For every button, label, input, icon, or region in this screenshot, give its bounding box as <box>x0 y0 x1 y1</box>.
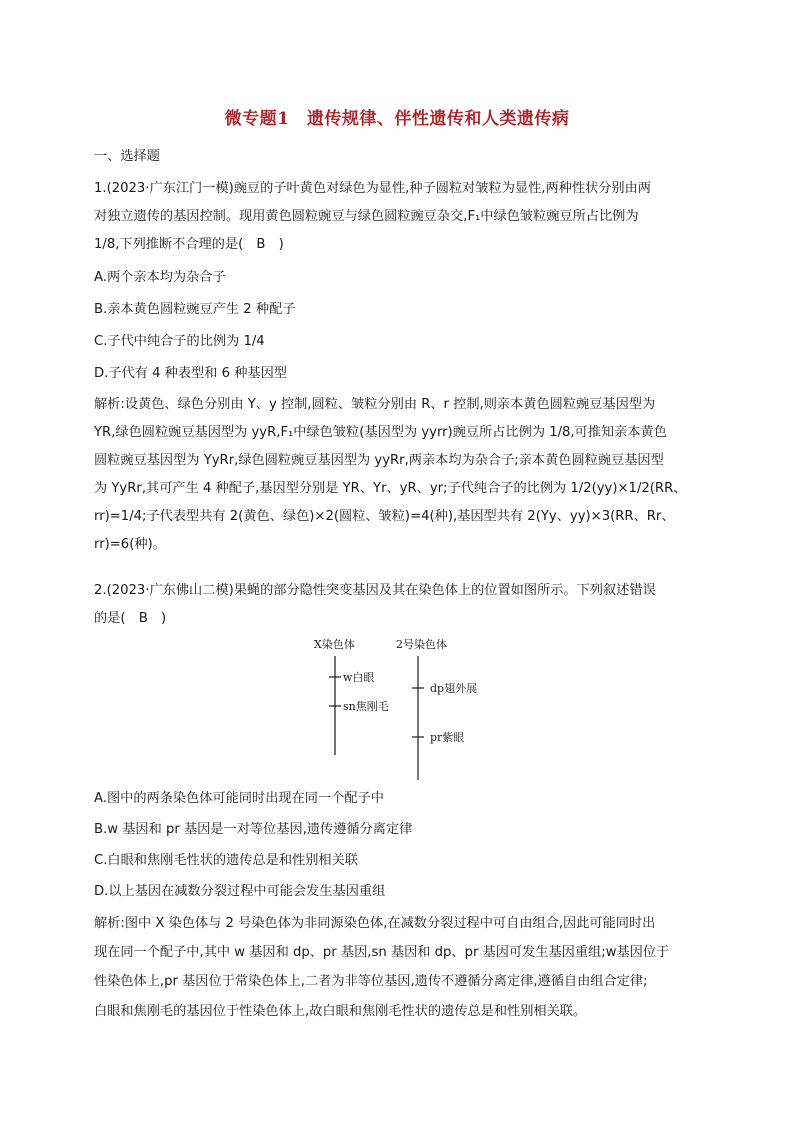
gene-label-pr: pr紫眼 <box>430 731 465 744</box>
q1-option-d: D.子代有 4 种表型和 6 种基因型 <box>94 366 287 381</box>
q2-analysis-line: 性染色体上,pr 基因位于常染色体上,二者为非等位基因,遗传不遵循分离定律,遵循自由组合定律; <box>94 974 648 989</box>
q1-analysis-line: rr)=1/4;子代表型共有 2(黄色、绿色)×2(圆粒、皱粒)=4(种),基因型共有 2(Yy、yy)×3(RR、Rr、 <box>94 509 675 524</box>
q2-analysis-line: 白眼和焦刚毛的基因位于性染色体上,故白眼和焦刚毛性状的遗传总是和性别相关联。 <box>94 1004 587 1019</box>
q1-option-b: B.亲本黄色圆粒豌豆产生 2 种配子 <box>94 302 296 317</box>
q1-stem-line: 1.(2023·广东江门一模)豌豆的子叶黄色对绿色为显性,种子圆粒对皱粒为显性,两种性状分别由两 <box>94 181 651 196</box>
gene-label-dp: dp翅外展 <box>430 682 478 695</box>
q1-stem-line: 1/8,下列推断不合理的是( B ) <box>94 237 284 252</box>
q2-option-b: B.w 基因和 pr 基因是一对等位基因,遗传遵循分离定律 <box>94 822 413 837</box>
q2-option-c: C.白眼和焦刚毛性状的遗传总是和性别相关联 <box>94 853 358 868</box>
q1-analysis-line: 为 YyRr,其可产生 4 种配子,基因型分别是 YR、Yr、yR、yr;子代纯合子的比例为 1/2(yy)×1/2(RR、 <box>94 481 687 496</box>
q1-analysis-line: 解析:设黄色、绿色分别由 Y、y 控制,圆粒、皱粒分别由 R、r 控制,则亲本黄色圆粒豌豆基因型为 <box>94 397 656 412</box>
x-chromosome-label: X染色体 <box>314 638 355 651</box>
q2-analysis-line: 解析:图中 X 染色体与 2 号染色体为非同源染色体,在减数分裂过程中可自由组合,因此可能同时出 <box>94 916 656 931</box>
q1-option-c: C.子代中纯合子的比例为 1/4 <box>94 334 265 349</box>
gene-label-w: w白眼 <box>343 671 375 684</box>
q1-option-a: A.两个亲本均为杂合子 <box>94 270 226 285</box>
gene-label-sn: sn焦刚毛 <box>343 700 389 713</box>
q1-analysis-line: rr)=6(种)。 <box>94 537 166 552</box>
q2-stem-line: 的是( B ) <box>94 611 167 626</box>
q2-analysis-line: 现在同一个配子中,其中 w 基因和 dp、pr 基因,sn 基因和 dp、pr 基因可发生基因重组;w基因位于 <box>94 945 670 960</box>
section-heading: 一、选择题 <box>94 149 160 164</box>
chromosome-diagram <box>306 632 486 782</box>
page-title: 微专题1 遗传规律、伴性遗传和人类遗传病 <box>224 109 570 129</box>
q1-analysis-line: YR,绿色圆粒豌豆基因型为 yyR,F₁中绿色皱粒(基因型为 yyrr)豌豆所占比例为 1/8,可推知亲本黄色 <box>94 425 667 440</box>
q2-option-a: A.图中的两条染色体可能同时出现在同一个配子中 <box>94 791 384 806</box>
q2-stem-line: 2.(2023·广东佛山二模)果蝇的部分隐性突变基因及其在染色体上的位置如图所示。下列叙述错误 <box>94 583 656 598</box>
q1-stem-line: 对独立遗传的基因控制。现用黄色圆粒豌豆与绿色圆粒豌豆杂交,F₁中绿色皱粒豌豆所占比例为 <box>94 209 639 224</box>
q1-analysis-line: 圆粒豌豆基因型为 YyRr,绿色圆粒豌豆基因型为 yyRr,两亲本均为杂合子;亲本黄色圆粒豌豆基因型 <box>94 453 664 468</box>
q2-option-d: D.以上基因在减数分裂过程中可能会发生基因重组 <box>94 884 386 899</box>
chromosome-2-label: 2号染色体 <box>396 638 447 651</box>
